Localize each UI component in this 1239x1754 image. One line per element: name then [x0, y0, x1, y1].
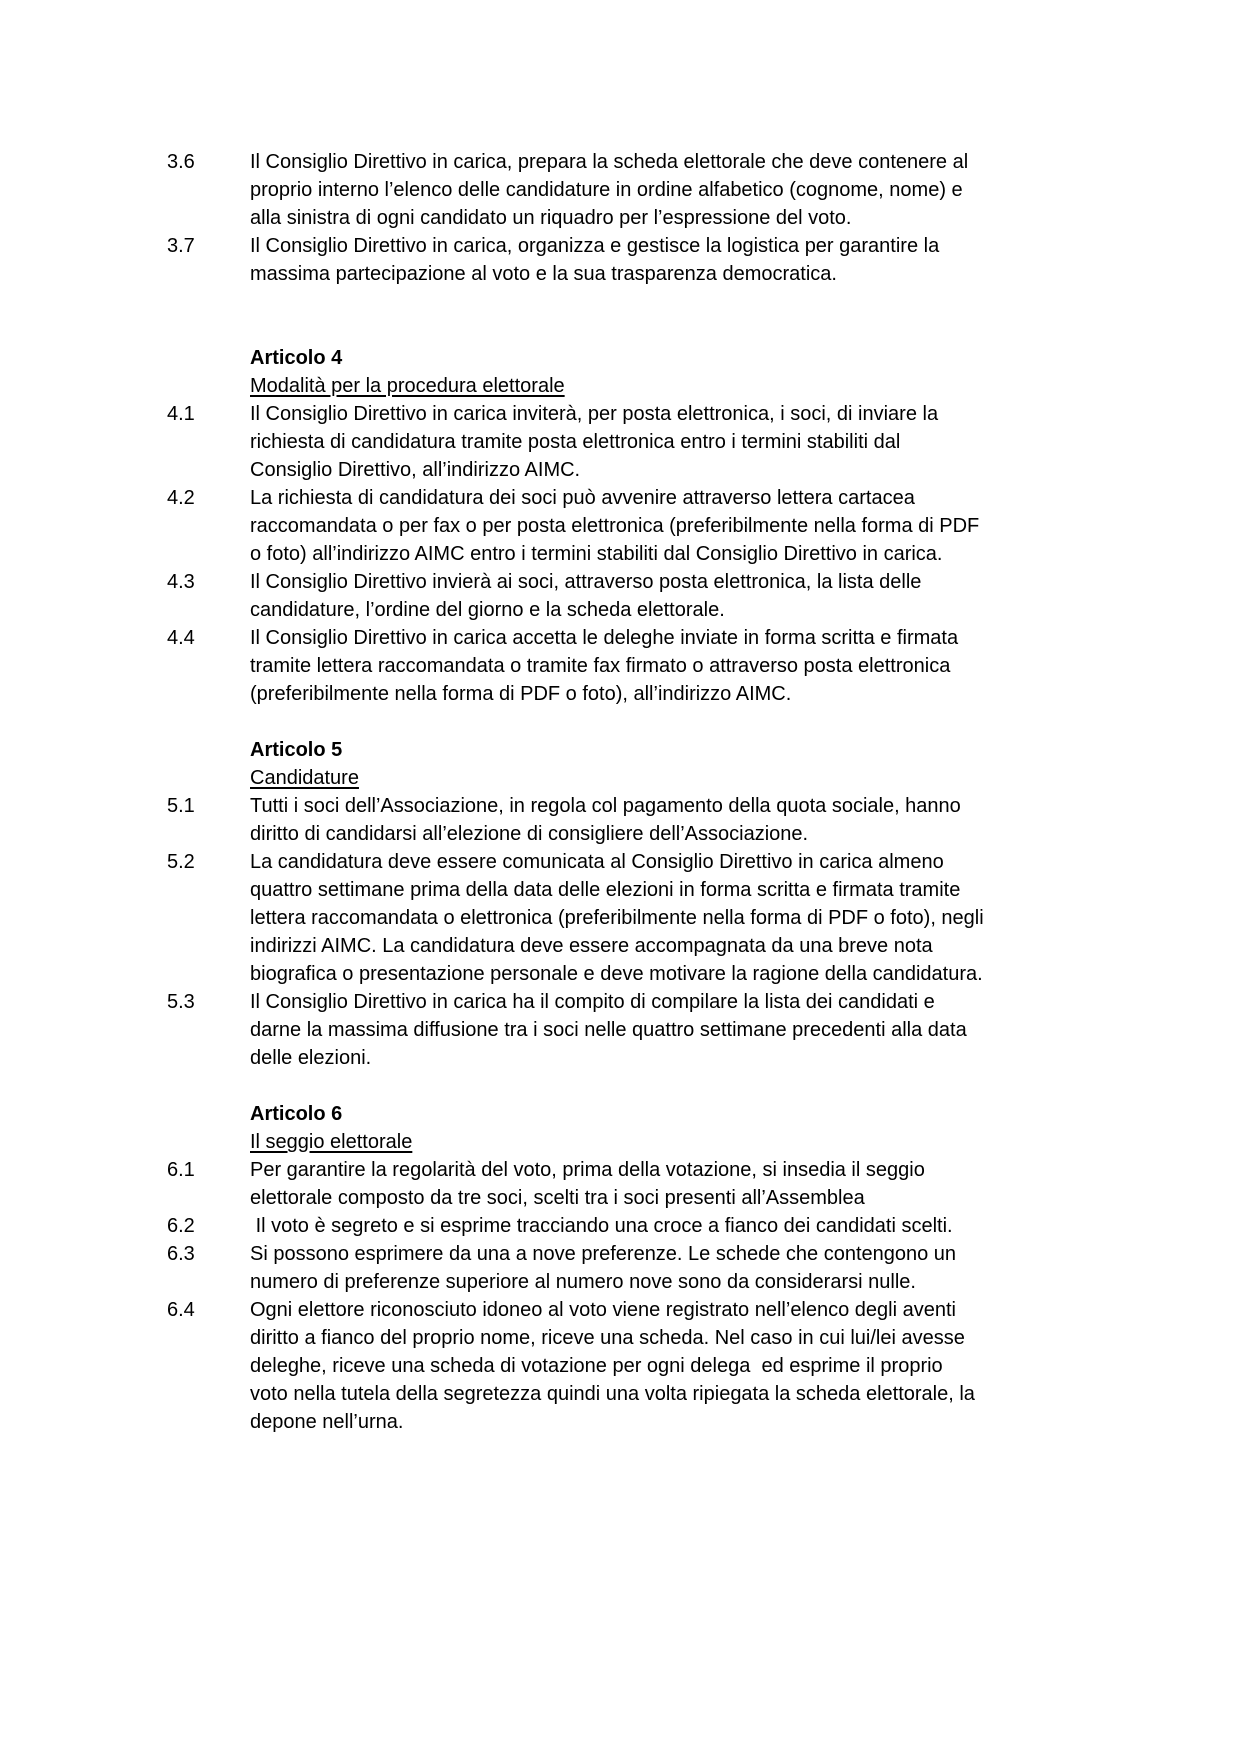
clause-number: 5.1 — [167, 795, 195, 817]
clause-number: 4.3 — [167, 571, 195, 593]
clause-number: 3.6 — [167, 151, 195, 173]
article-heading — [250, 736, 984, 792]
clause-text: Per garantire la regolarità del voto, prima della votazione, si insedia il seggio elettorale composto da tre soci, scelti tra i soci presenti all’Assemblea — [250, 1159, 931, 1209]
article-subtitle: Modalità per la procedura elettorale — [250, 375, 565, 397]
clause-item — [167, 1296, 984, 1436]
article-title: Articolo 4 — [250, 347, 343, 369]
article-title: Articolo 6 — [250, 1103, 343, 1125]
clause-number: 3.7 — [167, 235, 195, 257]
article-subtitle: Il seggio elettorale — [250, 1131, 413, 1153]
clause-item — [167, 484, 984, 568]
clause-item — [167, 232, 984, 288]
clause-text: Si possono esprimere da una a nove preferenze. Le schede che contengono un numero di preferenze superiore al numero nove sono da considerarsi nulle. — [250, 1243, 962, 1293]
clause-item — [167, 1156, 984, 1212]
clause-number: 4.4 — [167, 627, 195, 649]
clause-text: Il Consiglio Direttivo in carica ha il compito di compilare la lista dei candidati e darne la massima diffusione tra i soci nelle quattro settimane precedenti alla data delle elezioni. — [250, 991, 973, 1069]
clause-text: Il Consiglio Direttivo in carica inviterà, per posta elettronica, i soci, di inviare la richiesta di candidatura tramite posta elettronica entro i termini stabiliti dal Consiglio Direttivo, all’indirizzo AIMC. — [250, 403, 944, 481]
clause-text: Ogni elettore riconosciuto idoneo al voto viene registrato nell’elenco degli aventi diritto a fianco del proprio nome, riceve una scheda. Nel caso in cui lui/lei avesse deleghe, riceve una scheda di votazione per ogni delega ed esprime il proprio voto nella tutela della segretezza quindi una volta ripiegata la scheda elettorale, la depone nell’urna. — [250, 1299, 981, 1433]
clause-number: 6.2 — [167, 1215, 195, 1237]
article-heading — [250, 344, 984, 400]
clause-text: Il Consiglio Direttivo in carica accetta le deleghe inviate in forma scritta e firmata tramite lettera raccomandata o tramite fax firmato o attraverso posta elettronica (preferibilmente nella forma di PDF o foto), all’indirizzo AIMC. — [250, 627, 964, 705]
clause-number: 6.3 — [167, 1243, 195, 1265]
clause-item — [167, 148, 984, 232]
clause-text: Il Consiglio Direttivo in carica, prepara la scheda elettorale che deve contenere al proprio interno l’elenco delle candidature in ordine alfabetico (cognome, nome) e alla sinistra di ogni candidato un riquadro per l’espressione del voto. — [250, 151, 974, 229]
clause-item — [167, 848, 990, 988]
clause-text: Il Consiglio Direttivo invierà ai soci, attraverso posta elettronica, la lista delle candidature, l’ordine del giorno e la scheda elettorale. — [250, 571, 927, 621]
clause-item — [167, 792, 984, 848]
clause-number: 6.4 — [167, 1299, 195, 1321]
clause-item — [167, 988, 984, 1072]
clause-text: Il voto è segreto e si esprime tracciando una croce a fianco dei candidati scelti. — [250, 1215, 953, 1237]
clause-item — [167, 400, 984, 484]
clause-number: 4.1 — [167, 403, 195, 425]
clause-text: Tutti i soci dell’Associazione, in regola col pagamento della quota sociale, hanno diritto di candidarsi all’elezione di consigliere dell’Associazione. — [250, 795, 967, 845]
clause-item — [167, 568, 984, 624]
clause-text: La candidatura deve essere comunicata al Consiglio Direttivo in carica almeno quattro settimane prima della data delle elezioni in forma scritta e firmata tramite lettera raccomandata o elettronica (preferibilmente nella forma di PDF o foto), negli indirizzi AIMC. La candidatura deve essere accompagnata da una breve nota biografica o presentazione personale e deve motivare la ragione della candidatura. — [250, 851, 990, 985]
article-subtitle: Candidature — [250, 767, 359, 789]
clause-number: 5.3 — [167, 991, 195, 1013]
clause-number: 6.1 — [167, 1159, 195, 1181]
clause-number: 5.2 — [167, 851, 195, 873]
clause-number: 4.2 — [167, 487, 195, 509]
clause-item — [167, 1240, 984, 1296]
clause-item — [167, 1212, 984, 1240]
clause-item — [167, 624, 984, 708]
article-heading — [250, 1100, 984, 1156]
clause-text: Il Consiglio Direttivo in carica, organizza e gestisce la logistica per garantire la massima partecipazione al voto e la sua trasparenza democratica. — [250, 235, 945, 285]
clause-text: La richiesta di candidatura dei soci può avvenire attraverso lettera cartacea raccomandata o per fax o per posta elettronica (preferibilmente nella forma di PDF o foto) all’indirizzo AIMC entro i termini stabiliti dal Consiglio Direttivo in carica. — [250, 487, 985, 565]
article-title: Articolo 5 — [250, 739, 343, 761]
